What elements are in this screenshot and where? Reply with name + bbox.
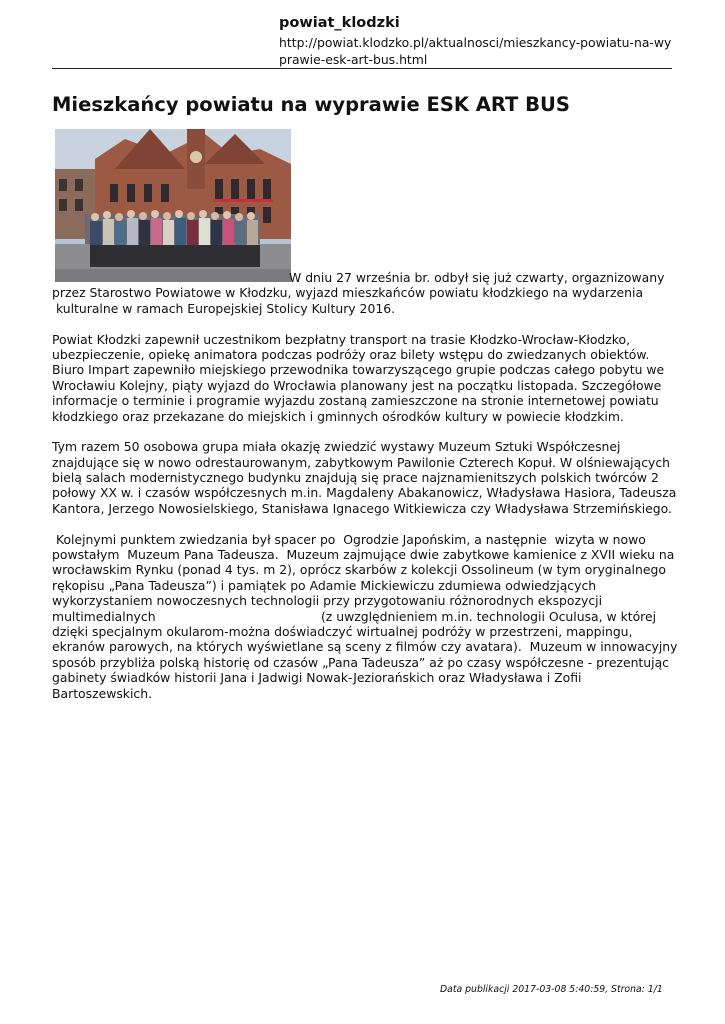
paragraph-line: powstałym Muzeum Pana Tadeusza. Muzeum zajmujące dwie zabytkowe kamienice z XVII wieku na (52, 547, 675, 563)
site-name: powiat_klodzki (279, 15, 400, 31)
paragraph-line: kulturalne w ramach Europejskiej Stolicy Kultury 2016. (52, 300, 396, 316)
paragraph-line: Kolejnymi punktem zwiedzania był spacer po Ogrodzie Japońskim, a następnie wizyta w nowo (52, 531, 646, 547)
paragraph-line: Powiat Kłodzki zapewnił uczestnikom bezpłatny transport na trasie Kłodzko-Wrocław-Kłodzko, (52, 331, 631, 347)
paragraph-line: wrocławskim Rynku (ponad 4 tys. m 2), oprócz skarbów z kolekcji Ossolineum (w tym oryginalnego (52, 562, 666, 578)
paragraph-line: multimedialnych (z uwzględnieniem m.in. technologii Oculusa, w której (52, 608, 657, 624)
publication-footer: Data publikacji 2017-03-08 5:40:59, Strona: 1/1 (440, 984, 663, 995)
paragraph-3 (52, 439, 677, 516)
article-photo (55, 129, 291, 282)
source-url[interactable] (279, 34, 679, 68)
paragraph-line: ekranów parowych, na których wyświetlane są sceny z filmów czy avatara). Muzeum w innowacyjny (52, 639, 678, 655)
paragraph-line: sposób przybliża polską historię od czasów „Pana Tadeusza” aż po czasy współczesne - prezentując (52, 654, 669, 670)
paragraph-2 (52, 332, 674, 424)
group-photo-town-hall-icon (55, 129, 291, 282)
paragraph-4 (52, 531, 678, 701)
paragraph-line: dzięki specjalnym okularom-można doświadczyć wirtualnej podróży w przestrzeni, mappingu, (52, 623, 633, 639)
header-divider (52, 68, 672, 69)
paragraph-line: Biuro Impart zapewniło miejskiego przewodnika towarzyszącego grupie podczas całego pobytu we (52, 362, 665, 378)
source-url-line-1[interactable]: http://powiat.klodzko.pl/aktualnosci/mieszkancy-powiatu-na-wy (279, 35, 672, 50)
paragraph-line: przez Starostwo Powiatowe w Kłodzku, wyjazd mieszkańców powiatu kłodzkiego na wydarzenia (52, 285, 644, 301)
paragraph-line: ubezpieczenie, opiekę animatora podczas podróży oraz bilety wstępu do zwiedzanych obiektów. (52, 346, 650, 362)
paragraph-line: W dniu 27 września br. odbył się już czwarty, orgaznizowany (289, 270, 665, 285)
page-header (279, 14, 679, 68)
paragraph-line: Kantora, Jerzego Nowosielskiego, Stanisława Ignacego Witkiewicza czy Władysława Strzemińskiego. (52, 500, 672, 516)
paragraph-line: kłodzkiego oraz przekazane do miejskich i gminnych ośrodków kultury w powiecie kłodzkim. (52, 408, 624, 424)
paragraph-line: informacje o terminie i programie wyjazdu zostaną zamieszczone na stronie internetowej powiatu (52, 393, 659, 409)
paragraph-line: Bartoszewskich. (52, 685, 153, 701)
paragraph-line: Wrocławiu Kolejny, piąty wyjazd do Wrocławia planowany jest na początku listopada. Szczegółowe (52, 377, 662, 393)
paragraph-line: wykorzystaniem nowoczesnych technologii przy przygotowaniu różnorodnych ekspozycji (52, 593, 603, 609)
paragraph-line: bielą salach modernistycznego budynku znajdują się prace najznamienitszych polskich twórców 2 (52, 470, 659, 486)
paragraph-line: gabinety świadków historii Jana i Jadwigi Nowak-Jeziorańskich oraz Władysława i Zofii (52, 670, 582, 686)
paragraph-line: połowy XX w. i czasów współczesnych m.in. Magdaleny Abakanowicz, Władysława Hasiora, Tadeusza (52, 485, 677, 501)
paragraph-line: rękopisu „Pana Tadeusza”) i pamiątek po Adamie Mickiewiczu zdumiewa odwiedzjących (52, 577, 597, 593)
source-url-line-2[interactable]: prawie-esk-art-bus.html (279, 52, 428, 67)
paragraph-line: znajdujące się w nowo odrestaurowanym, zabytkowym Pawilonie Czterech Kopuł. W olśniewających (52, 454, 671, 470)
article-title: Mieszkańcy powiatu na wyprawie ESK ART BUS (52, 93, 570, 116)
paragraph-line: Tym razem 50 osobowa grupa miała okazję zwiedzić wystawy Muzeum Sztuki Współczesnej (52, 439, 621, 455)
paragraph-1 (52, 270, 674, 316)
article-body (52, 270, 678, 701)
